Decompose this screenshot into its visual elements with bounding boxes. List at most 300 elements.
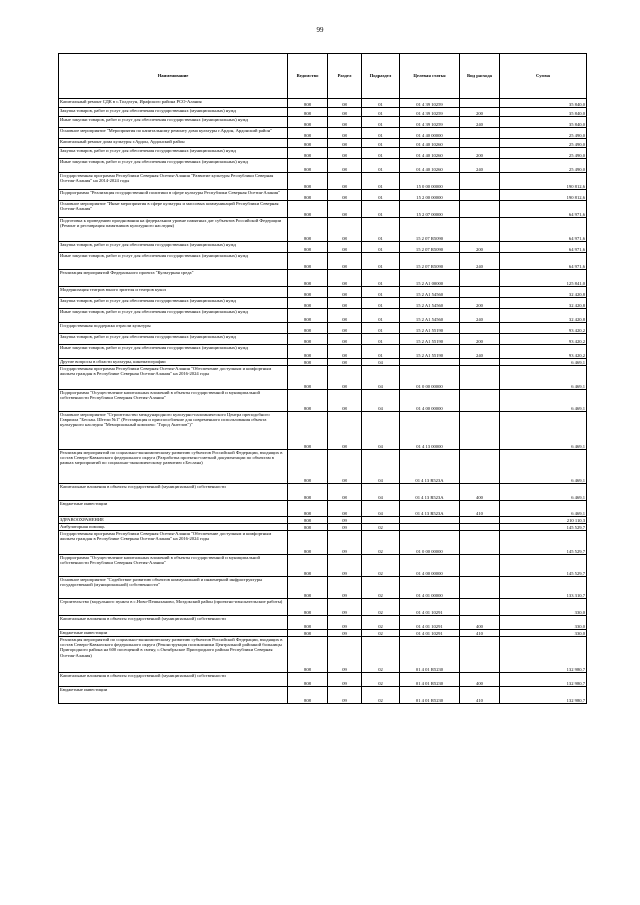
dept-cell: 808 <box>288 345 328 359</box>
target-cell: 01 4 13 R523A <box>400 450 460 484</box>
name-cell: Бюджетные инвестиции <box>59 501 288 517</box>
section-cell: 09 <box>328 517 362 524</box>
exp-type-cell: 400 <box>460 484 500 501</box>
exp-type-cell: 410 <box>460 501 500 517</box>
dept-cell: 808 <box>288 673 328 687</box>
table-row <box>59 298 587 309</box>
subsection-cell: 02 <box>362 577 400 599</box>
sum-cell: 132 980,7 <box>500 637 587 673</box>
name-cell: Бюджетные инвестиции <box>59 687 288 704</box>
name-cell: Основное мероприятие "Иные мероприятия в сфере культуры и массовых коммуникаций Республики Северная Осетия-Алания" <box>59 201 288 218</box>
name-cell: Государственная программа Республики Северная Осетия-Алания "Обеспечение доступным и комфортным жильем граждан в Республике Северная Осетия-Алания" на 2016-2024 годы <box>59 366 288 390</box>
section-cell: 09 <box>328 673 362 687</box>
section-cell: 09 <box>328 577 362 599</box>
subsection-cell: 01 <box>362 287 400 298</box>
section-cell: 08 <box>328 117 362 128</box>
target-cell: 01 4 00 00000 <box>400 555 460 577</box>
target-cell: 01 4 01 10291 <box>400 599 460 616</box>
sum-cell: 32 420,8 <box>500 309 587 323</box>
sum-cell: 25 490,0 <box>500 148 587 159</box>
name-cell: Государственная программа Республики Северная Осетия-Алания "Развитие культуры Республики Северная Осетия-Алания" на 2014-2024 годы <box>59 173 288 190</box>
exp-type-cell <box>460 390 500 412</box>
exp-type-cell: 400 <box>460 616 500 630</box>
name-cell: Иные закупки товаров, работ и услуг для обеспечения государственных (муниципальных) нужд <box>59 345 288 359</box>
section-cell: 08 <box>328 201 362 218</box>
sum-cell: 145 529,7 <box>500 524 587 531</box>
subsection-cell: 01 <box>362 345 400 359</box>
target-cell: 01 4 01 R5230 <box>400 673 460 687</box>
sum-cell: 6 469,1 <box>500 501 587 517</box>
exp-type-cell: 200 <box>460 334 500 345</box>
subsection-cell: 04 <box>362 359 400 366</box>
sum-cell: 25 490,0 <box>500 128 587 139</box>
subsection-cell: 01 <box>362 242 400 253</box>
section-cell: 08 <box>328 390 362 412</box>
sum-cell: 6 469,1 <box>500 359 587 366</box>
target-cell: 01 4 13 R523A <box>400 484 460 501</box>
target-cell: 01 4 13 00000 <box>400 412 460 450</box>
subsection-cell: 02 <box>362 616 400 630</box>
name-cell: Государственная поддержка отрасли культуры <box>59 323 288 334</box>
section-cell: 08 <box>328 450 362 484</box>
exp-type-cell <box>460 577 500 599</box>
dept-cell: 808 <box>288 412 328 450</box>
exp-type-cell <box>460 517 500 524</box>
subsection-cell: 01 <box>362 173 400 190</box>
dept-cell: 808 <box>288 139 328 148</box>
exp-type-cell: 200 <box>460 108 500 117</box>
name-cell: Государственная программа Республики Северная Осетия-Алания "Обеспечение доступным и комфортным жильем граждан в Республике Северная Осетия-Алания" на 2016-2024 годы <box>59 531 288 555</box>
target-cell: 15 2 07 R5090 <box>400 253 460 270</box>
name-cell: Иные закупки товаров, работ и услуг для обеспечения государственных (муниципальных) нужд <box>59 159 288 173</box>
subsection-cell: 01 <box>362 108 400 117</box>
dept-cell: 808 <box>288 450 328 484</box>
exp-type-cell: 240 <box>460 253 500 270</box>
subsection-cell: 04 <box>362 501 400 517</box>
sum-cell: 35 840,0 <box>500 99 587 108</box>
sum-cell: 125 841,0 <box>500 270 587 287</box>
subsection-cell: 01 <box>362 218 400 242</box>
exp-type-cell: 240 <box>460 117 500 128</box>
name-cell: Капитальный ремонт дома культуры г.Ардон, Ардонский район <box>59 139 288 148</box>
header-section: Раздел <box>328 54 362 99</box>
section-cell: 08 <box>328 128 362 139</box>
sum-cell: 330,0 <box>500 616 587 630</box>
exp-type-cell <box>460 637 500 673</box>
dept-cell: 808 <box>288 117 328 128</box>
subsection-cell: 01 <box>362 159 400 173</box>
sum-cell: 330,0 <box>500 599 587 616</box>
section-cell: 08 <box>328 334 362 345</box>
table-row <box>59 450 587 484</box>
sum-cell: 6 469,1 <box>500 366 587 390</box>
header-name: Наименование <box>59 54 288 99</box>
subsection-cell: 02 <box>362 524 400 531</box>
sum-cell: 6 469,1 <box>500 412 587 450</box>
target-cell: 15 2 A1 54560 <box>400 309 460 323</box>
table-row <box>59 390 587 412</box>
dept-cell: 808 <box>288 359 328 366</box>
name-cell: Бюджетные инвестиции <box>59 630 288 637</box>
sum-cell: 93 420,2 <box>500 334 587 345</box>
table-row <box>59 687 587 704</box>
dept-cell: 808 <box>288 390 328 412</box>
dept-cell: 808 <box>288 577 328 599</box>
sum-cell: 32 420,8 <box>500 298 587 309</box>
name-cell: Основное мероприятие "Мероприятия по капитальному ремонту дома культуры г.Ардон, Ардонский район" <box>59 128 288 139</box>
target-cell: 01 4 39 10259 <box>400 117 460 128</box>
sum-cell: 64 971,6 <box>500 218 587 242</box>
target-cell: 15 0 00 00000 <box>400 173 460 190</box>
name-cell: Капитальные вложения в объекты государственной (муниципальной) собственности <box>59 616 288 630</box>
table-row <box>59 359 587 366</box>
target-cell: 01 4 40 10260 <box>400 139 460 148</box>
exp-type-cell: 410 <box>460 630 500 637</box>
dept-cell: 808 <box>288 190 328 201</box>
exp-type-cell <box>460 323 500 334</box>
name-cell: Модернизация театров юного зрителя и театров кукол <box>59 287 288 298</box>
section-cell: 08 <box>328 139 362 148</box>
target-cell <box>400 517 460 524</box>
table-row <box>59 253 587 270</box>
dept-cell: 808 <box>288 687 328 704</box>
header-target: Целевая статья <box>400 54 460 99</box>
sum-cell: 64 971,6 <box>500 242 587 253</box>
exp-type-cell <box>460 218 500 242</box>
table-row <box>59 287 587 298</box>
table-row <box>59 159 587 173</box>
sum-cell: 190 812,6 <box>500 173 587 190</box>
target-cell: 15 2 07 R5090 <box>400 242 460 253</box>
sum-cell: 64 971,6 <box>500 253 587 270</box>
table-row <box>59 309 587 323</box>
exp-type-cell: 400 <box>460 673 500 687</box>
sum-cell: 25 490,0 <box>500 139 587 148</box>
subsection-cell: 01 <box>362 298 400 309</box>
sum-cell: 133 310,7 <box>500 577 587 599</box>
dept-cell: 808 <box>288 218 328 242</box>
subsection-cell: 01 <box>362 190 400 201</box>
section-cell: 08 <box>328 359 362 366</box>
subsection-cell: 02 <box>362 637 400 673</box>
name-cell: Закупка товаров, работ и услуг для обеспечения государственных (муниципальных) нужд <box>59 298 288 309</box>
section-cell: 08 <box>328 173 362 190</box>
exp-type-cell <box>460 450 500 484</box>
target-cell: 15 2 A1 00000 <box>400 270 460 287</box>
target-cell: 01 4 40 10260 <box>400 148 460 159</box>
sum-cell: 210 110,3 <box>500 517 587 524</box>
table-row <box>59 616 587 630</box>
sum-cell: 32 420,8 <box>500 287 587 298</box>
subsection-cell: 01 <box>362 201 400 218</box>
table-row <box>59 218 587 242</box>
section-cell: 08 <box>328 287 362 298</box>
target-cell: 15 2 A1 55190 <box>400 334 460 345</box>
dept-cell: 808 <box>288 128 328 139</box>
section-cell: 08 <box>328 190 362 201</box>
name-cell: Реализация мероприятий Федерального проекта "Культурная среда" <box>59 270 288 287</box>
section-cell: 09 <box>328 616 362 630</box>
section-cell: 08 <box>328 412 362 450</box>
sum-cell: 93 420,2 <box>500 323 587 334</box>
subsection-cell: 01 <box>362 128 400 139</box>
name-cell: Подготовка к проведению празднования на федеральном уровне памятных дат субъектов Российской Федерации (Ремонт и реставрация памятников культурного наследия) <box>59 218 288 242</box>
sum-cell: 330,0 <box>500 630 587 637</box>
table-row <box>59 173 587 190</box>
subsection-cell: 01 <box>362 139 400 148</box>
table-row <box>59 577 587 599</box>
sum-cell: 25 490,0 <box>500 159 587 173</box>
subsection-cell <box>362 517 400 524</box>
section-cell: 09 <box>328 531 362 555</box>
section-cell: 09 <box>328 599 362 616</box>
dept-cell: 808 <box>288 148 328 159</box>
table-row <box>59 323 587 334</box>
subsection-cell: 04 <box>362 484 400 501</box>
sum-cell: 64 971,6 <box>500 201 587 218</box>
target-cell: 15 2 00 00000 <box>400 190 460 201</box>
target-cell: 01 4 40 10260 <box>400 159 460 173</box>
target-cell: 01 0 00 00000 <box>400 366 460 390</box>
dept-cell: 808 <box>288 524 328 531</box>
dept-cell: 808 <box>288 242 328 253</box>
exp-type-cell <box>460 201 500 218</box>
subsection-cell: 01 <box>362 270 400 287</box>
name-cell: Реализация мероприятий по социально-экономическому развитию субъектов Российской Федерации, входящих в состав Северо-Кавказского федерального округа (Реконструкция поликлиники Центральной районной больницы Пригородного района на 600 посещений в смену, с.Октябрьское Пригородного района Республики Северная Осетия-Алания) <box>59 637 288 673</box>
name-cell: ЗДРАВООХРАНЕНИЕ <box>59 517 288 524</box>
table-body <box>59 99 587 704</box>
table-row <box>59 99 587 108</box>
dept-cell: 808 <box>288 517 328 524</box>
sum-cell: 6 469,1 <box>500 450 587 484</box>
subsection-cell: 04 <box>362 412 400 450</box>
dept-cell: 808 <box>288 173 328 190</box>
exp-type-cell <box>460 555 500 577</box>
dept-cell: 808 <box>288 108 328 117</box>
section-cell: 08 <box>328 323 362 334</box>
table-row <box>59 501 587 517</box>
target-cell: 15 2 A1 54560 <box>400 298 460 309</box>
section-cell: 08 <box>328 501 362 517</box>
table-row <box>59 128 587 139</box>
table-row <box>59 673 587 687</box>
target-cell: 15 2 07 R5090 <box>400 218 460 242</box>
section-cell: 08 <box>328 108 362 117</box>
section-cell: 08 <box>328 345 362 359</box>
subsection-cell: 02 <box>362 673 400 687</box>
section-cell: 08 <box>328 148 362 159</box>
table-row <box>59 270 587 287</box>
target-cell: 01 4 00 00000 <box>400 390 460 412</box>
name-cell: Реализация мероприятий по социально-экономическому развитию субъектов Российской Федерации, входящих в состав Северо-Кавказского федерального округа (Разработка проектно-сметной документации по объектам в рамках мероприятий по социально-экономическому развитию г.Беслана) <box>59 450 288 484</box>
dept-cell: 808 <box>288 555 328 577</box>
target-cell <box>400 524 460 531</box>
table-row <box>59 345 587 359</box>
header-exp-type: Вид расхода <box>460 54 500 99</box>
dept-cell: 808 <box>288 99 328 108</box>
dept-cell: 808 <box>288 366 328 390</box>
table-header-row <box>59 54 587 99</box>
name-cell: Амбулаторная помощь <box>59 524 288 531</box>
sum-cell: 6 469,1 <box>500 484 587 501</box>
section-cell: 08 <box>328 309 362 323</box>
exp-type-cell: 200 <box>460 148 500 159</box>
table-row <box>59 630 587 637</box>
target-cell: 01 4 40 00000 <box>400 128 460 139</box>
table-row <box>59 108 587 117</box>
target-cell <box>400 359 460 366</box>
dept-cell: 808 <box>288 637 328 673</box>
table-row <box>59 599 587 616</box>
exp-type-cell: 240 <box>460 309 500 323</box>
table-row <box>59 366 587 390</box>
sum-cell: 132 980,7 <box>500 687 587 704</box>
header-subsection: Подраздел <box>362 54 400 99</box>
table-row <box>59 117 587 128</box>
target-cell: 01 4 39 10259 <box>400 99 460 108</box>
table-row <box>59 201 587 218</box>
target-cell: 15 2 A1 55190 <box>400 345 460 359</box>
subsection-cell: 02 <box>362 599 400 616</box>
dept-cell: 808 <box>288 501 328 517</box>
exp-type-cell: 200 <box>460 298 500 309</box>
section-cell: 08 <box>328 242 362 253</box>
target-cell: 01 4 13 R523A <box>400 501 460 517</box>
table-row <box>59 637 587 673</box>
table-row <box>59 484 587 501</box>
table-row <box>59 555 587 577</box>
name-cell: Иные закупки товаров, работ и услуг для обеспечения государственных (муниципальных) нужд <box>59 309 288 323</box>
name-cell: Иные закупки товаров, работ и услуг для обеспечения государственных (муниципальных) нужд <box>59 117 288 128</box>
dept-cell: 808 <box>288 334 328 345</box>
subsection-cell: 02 <box>362 531 400 555</box>
header-dept: Ведомство <box>288 54 328 99</box>
section-cell: 09 <box>328 630 362 637</box>
name-cell: Капитальные вложения в объекты государственной (муниципальной) собственности <box>59 484 288 501</box>
section-cell: 08 <box>328 159 362 173</box>
subsection-cell: 01 <box>362 334 400 345</box>
dept-cell: 808 <box>288 159 328 173</box>
name-cell: Капитальный ремонт СДК в с.Толдзгун, Ирафского района РСО-Алания <box>59 99 288 108</box>
subsection-cell: 02 <box>362 555 400 577</box>
table-row <box>59 242 587 253</box>
target-cell: 01 4 01 00000 <box>400 577 460 599</box>
section-cell: 08 <box>328 298 362 309</box>
dept-cell: 808 <box>288 298 328 309</box>
exp-type-cell <box>460 99 500 108</box>
subsection-cell: 01 <box>362 148 400 159</box>
sum-cell: 6 469,1 <box>500 390 587 412</box>
dept-cell: 808 <box>288 484 328 501</box>
table-row <box>59 139 587 148</box>
exp-type-cell <box>460 190 500 201</box>
dept-cell: 808 <box>288 309 328 323</box>
exp-type-cell <box>460 139 500 148</box>
exp-type-cell <box>460 287 500 298</box>
exp-type-cell <box>460 531 500 555</box>
section-cell: 09 <box>328 555 362 577</box>
exp-type-cell: 410 <box>460 687 500 704</box>
subsection-cell: 01 <box>362 309 400 323</box>
target-cell: 01 0 00 00000 <box>400 531 460 555</box>
table-row <box>59 190 587 201</box>
exp-type-cell <box>460 599 500 616</box>
table-row <box>59 517 587 524</box>
sum-cell: 35 840,0 <box>500 108 587 117</box>
name-cell: Закупка товаров, работ и услуг для обеспечения государственных (муниципальных) нужд <box>59 334 288 345</box>
name-cell: Закупка товаров, работ и услуг для обеспечения государственных (муниципальных) нужд <box>59 108 288 117</box>
exp-type-cell <box>460 412 500 450</box>
subsection-cell: 01 <box>362 253 400 270</box>
exp-type-cell <box>460 270 500 287</box>
name-cell: Подпрограмма "Осуществление капитальных вложений в объекты государственной и муниципальной собственности Республики Северная Осетия-Алания" <box>59 390 288 412</box>
sum-cell: 132 980,7 <box>500 673 587 687</box>
name-cell: Другие вопросы в области культуры, кинематографии <box>59 359 288 366</box>
exp-type-cell: 200 <box>460 242 500 253</box>
target-cell: 15 2 A1 55190 <box>400 323 460 334</box>
exp-type-cell <box>460 524 500 531</box>
dept-cell: 808 <box>288 253 328 270</box>
dept-cell: 808 <box>288 323 328 334</box>
exp-type-cell <box>460 128 500 139</box>
sum-cell: 93 420,2 <box>500 345 587 359</box>
name-cell: Закупка товаров, работ и услуг для обеспечения государственных (муниципальных) нужд <box>59 148 288 159</box>
subsection-cell: 01 <box>362 117 400 128</box>
table-row <box>59 334 587 345</box>
name-cell: Закупка товаров, работ и услуг для обеспечения государственных (муниципальных) нужд <box>59 242 288 253</box>
name-cell: Подпрограмма "Реализация государственной политики в сфере культуры Республики Северная Осетия-Алания" <box>59 190 288 201</box>
target-cell: 01 4 01 R5230 <box>400 637 460 673</box>
section-cell: 08 <box>328 270 362 287</box>
dept-cell: 808 <box>288 201 328 218</box>
target-cell: 01 4 39 10259 <box>400 108 460 117</box>
subsection-cell: 02 <box>362 687 400 704</box>
page-number: 99 <box>316 26 324 34</box>
sum-cell: 145 529,7 <box>500 555 587 577</box>
section-cell: 08 <box>328 99 362 108</box>
subsection-cell: 04 <box>362 390 400 412</box>
name-cell: Иные закупки товаров, работ и услуг для обеспечения государственных (муниципальных) нужд <box>59 253 288 270</box>
section-cell: 08 <box>328 218 362 242</box>
exp-type-cell: 240 <box>460 345 500 359</box>
table-row <box>59 531 587 555</box>
exp-type-cell <box>460 173 500 190</box>
section-cell: 08 <box>328 253 362 270</box>
target-cell: 15 2 A1 54560 <box>400 287 460 298</box>
name-cell: Капитальные вложения в объекты государственной (муниципальной) собственности <box>59 673 288 687</box>
dept-cell: 808 <box>288 630 328 637</box>
name-cell: Основное мероприятие "Строительство международного культурно-паломнического Центра преподобного Гавриила "Бесхан. Штели №1" (Реставрация и приспособление для современного использования объекта культурного наследия "Мемориальный комплекс "Город Ангелов")" <box>59 412 288 450</box>
dept-cell: 808 <box>288 616 328 630</box>
header-sum: Сумма <box>500 54 587 99</box>
name-cell: Основное мероприятие "Содействие развитию объектов коммунальной и инженерной инфраструктуры государственной (муниципальной) собственности" <box>59 577 288 599</box>
table-row <box>59 148 587 159</box>
target-cell: 01 4 01 10291 <box>400 630 460 637</box>
section-cell: 08 <box>328 484 362 501</box>
subsection-cell: 04 <box>362 366 400 390</box>
subsection-cell: 01 <box>362 99 400 108</box>
dept-cell: 808 <box>288 270 328 287</box>
dept-cell: 808 <box>288 531 328 555</box>
exp-type-cell: 240 <box>460 159 500 173</box>
name-cell: Подпрограмма "Осуществление капитальных вложений в объекты государственной и муниципальной собственности Республики Северная Осетия-Алания" <box>59 555 288 577</box>
target-cell: 01 4 01 10291 <box>400 616 460 630</box>
sum-cell: 145 529,7 <box>500 531 587 555</box>
sum-cell: 190 812,6 <box>500 190 587 201</box>
section-cell: 09 <box>328 637 362 673</box>
name-cell: Строительство (модульного пункта в с.Ново-Пешыханово, Моздокский район (проектно-изыскательские работы) <box>59 599 288 616</box>
table-row <box>59 524 587 531</box>
